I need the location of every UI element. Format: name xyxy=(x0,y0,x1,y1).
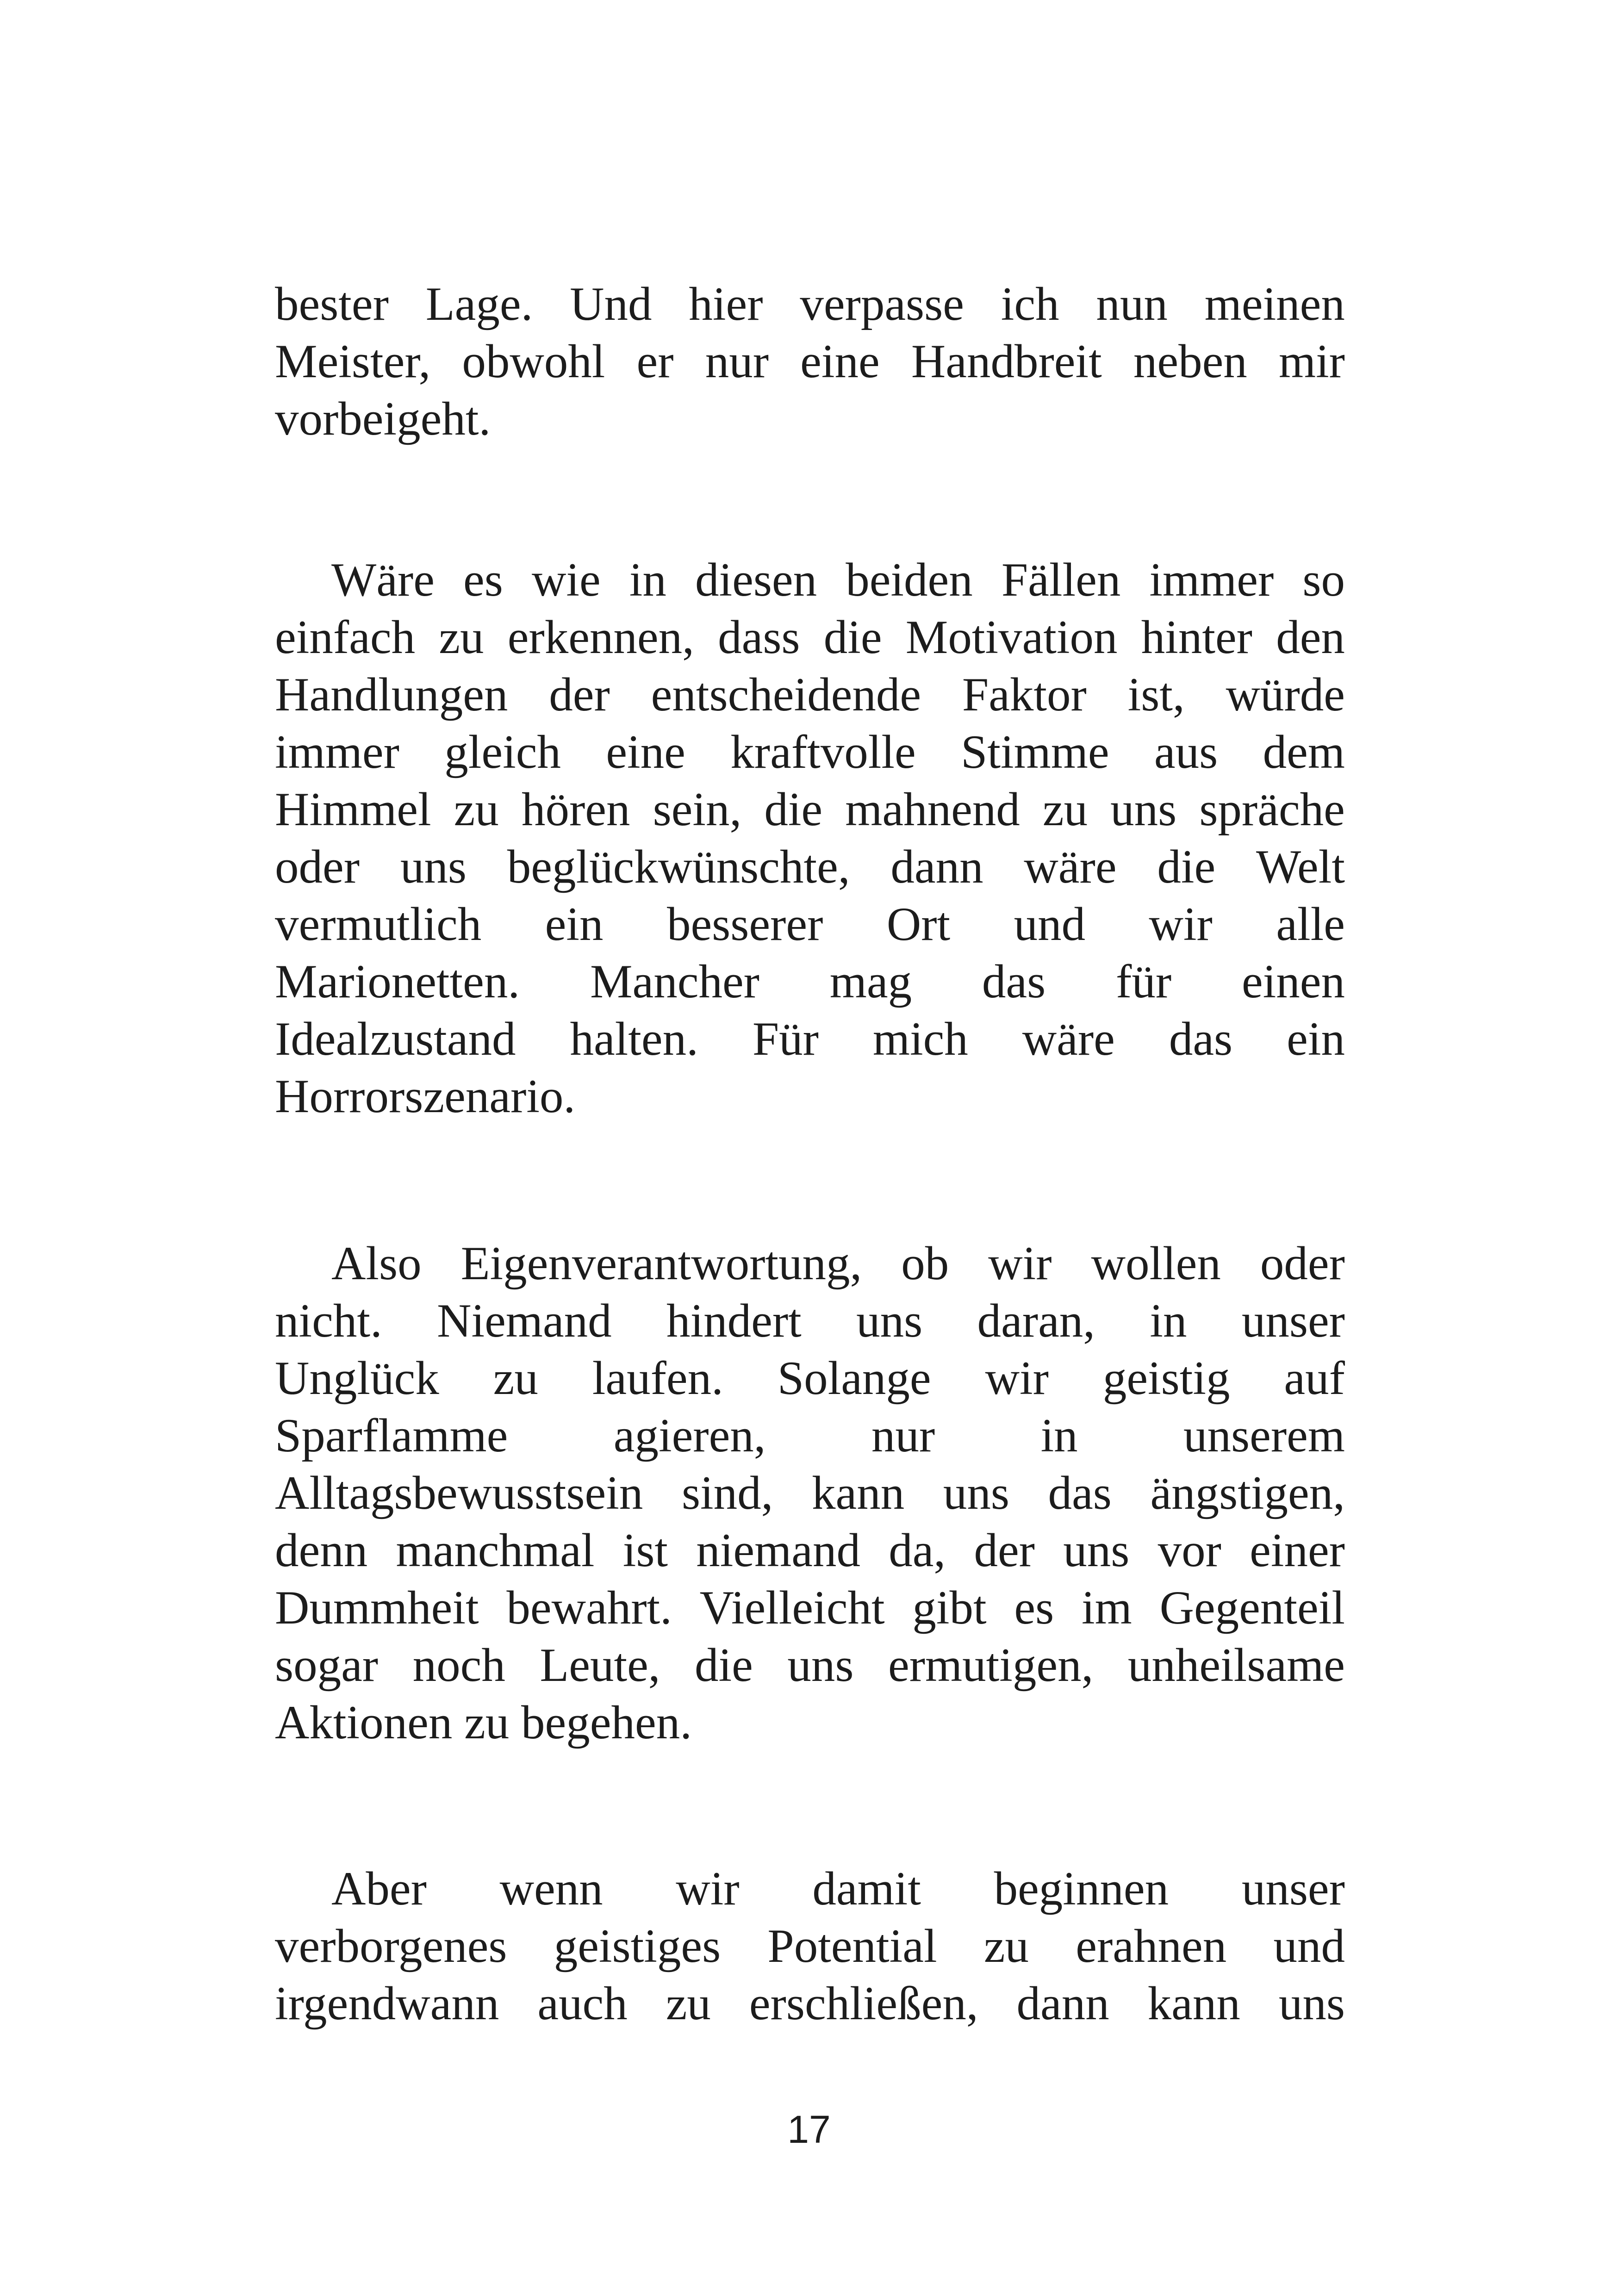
text-line: vermutlich ein besserer Ort und wir alle xyxy=(275,898,1345,951)
text-line: oder uns beglückwünschte, dann wäre die Welt xyxy=(275,840,1345,893)
paragraph-1 xyxy=(275,275,1345,448)
text-line: Meister, obwohl er nur eine Handbreit neben mir xyxy=(275,335,1345,388)
text-line: Handlungen der entscheidende Faktor ist, würde xyxy=(275,668,1345,721)
text-line: Himmel zu hören sein, die mahnend zu uns spräche xyxy=(275,783,1345,836)
text-line: irgendwann auch zu erschließen, dann kann uns xyxy=(275,1977,1345,2030)
text-line: Aktionen zu begehen. xyxy=(275,1696,692,1749)
text-line: Sparflamme agieren, nur in unserem xyxy=(275,1409,1345,1462)
text-line: verborgenes geistiges Potential zu erahnen und xyxy=(275,1920,1345,1972)
paragraph-2 xyxy=(275,551,1345,1125)
text-line: bester Lage. Und hier verpasse ich nun meinen xyxy=(275,278,1345,330)
text-line: Also Eigenverantwortung, ob wir wollen oder xyxy=(331,1237,1345,1290)
paragraph-3 xyxy=(275,1235,1345,1751)
text-line: Dummheit bewahrt. Vielleicht gibt es im Gegenteil xyxy=(275,1581,1345,1634)
text-line: denn manchmal ist niemand da, der uns vor einer xyxy=(275,1524,1345,1577)
page-number: 17 xyxy=(787,2108,831,2151)
text-line: Wäre es wie in diesen beiden Fällen immer so xyxy=(331,554,1345,606)
text-line: Idealzustand halten. Für mich wäre das ein xyxy=(275,1013,1345,1065)
paragraph-4 xyxy=(275,1860,1345,2032)
text-line: einfach zu erkennen, dass die Motivation hinter den xyxy=(275,611,1345,664)
text-line: Marionetten. Mancher mag das für einen xyxy=(275,955,1345,1008)
text-line: Alltagsbewusstsein sind, kann uns das ängstigen, xyxy=(275,1467,1345,1519)
text-line: vorbeigeht. xyxy=(275,392,491,445)
text-line: sogar noch Leute, die uns ermutigen, unheilsame xyxy=(275,1639,1345,1692)
text-line: nicht. Niemand hindert uns daran, in unser xyxy=(275,1294,1345,1347)
text-line: Unglück zu laufen. Solange wir geistig auf xyxy=(275,1352,1345,1405)
text-line: Horrorszenario. xyxy=(275,1070,576,1123)
text-line: immer gleich eine kraftvolle Stimme aus dem xyxy=(275,726,1345,778)
text-line: Aber wenn wir damit beginnen unser xyxy=(331,1862,1345,1915)
